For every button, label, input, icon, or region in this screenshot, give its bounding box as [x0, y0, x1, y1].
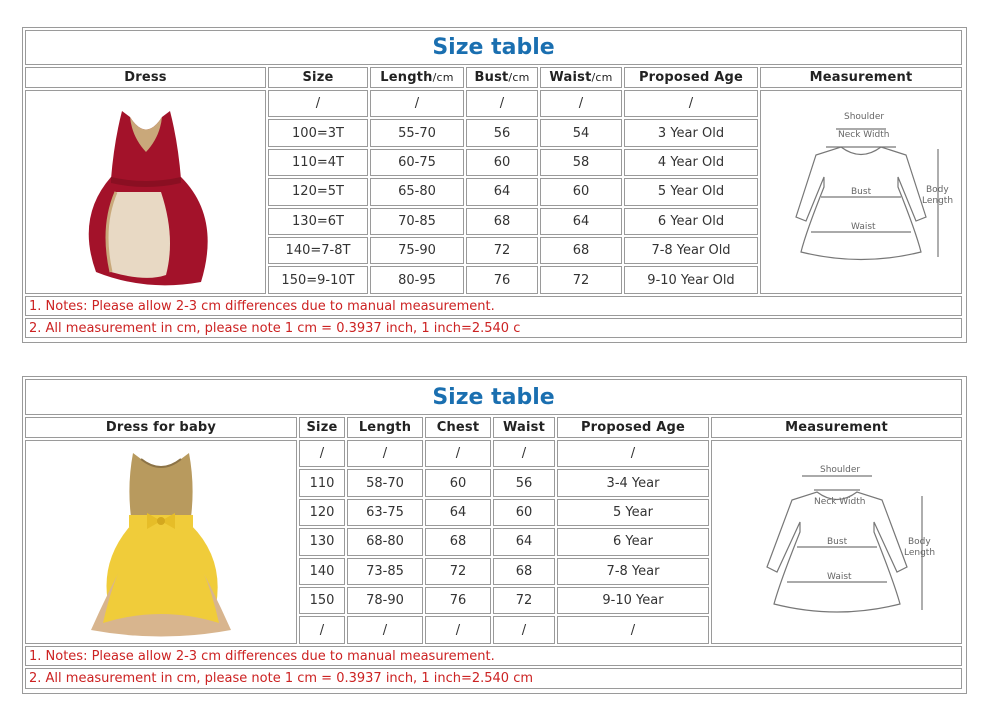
table2-note-2: 2. All measurement in cm, please note 1 cm = 0.3937 inch, 1 inch=2.540 cm — [25, 668, 962, 689]
cell-bust-chest: / — [466, 90, 538, 117]
unit-label: /cm — [591, 71, 613, 84]
cell-bust-chest: 72 — [425, 558, 491, 585]
header-dress-for-baby: Dress for baby — [25, 417, 297, 438]
cell-size: 140=7-8T — [268, 237, 368, 264]
cell-waist: 64 — [493, 528, 555, 555]
header-bust-label: Bust — [474, 70, 509, 85]
table1-title: Size table — [25, 30, 962, 65]
size-table-2 — [22, 376, 967, 694]
cell-bust-chest: 64 — [466, 178, 538, 205]
cell-length: 58-70 — [347, 469, 423, 496]
size-table-1 — [22, 27, 967, 343]
diagram-body: Body — [907, 537, 931, 547]
diagram-length: Length — [922, 196, 954, 206]
cell-age: / — [557, 616, 709, 643]
cell-age: 7-8 Year — [557, 558, 709, 585]
baby-dress-image-cell — [25, 440, 297, 644]
cell-length: 75-90 — [370, 237, 464, 264]
cell-length: / — [347, 616, 423, 643]
header-waist-label: Waist — [549, 70, 592, 85]
cell-length: 65-80 — [370, 178, 464, 205]
cell-size: 140 — [299, 558, 345, 585]
cell-bust-chest: 76 — [466, 266, 538, 293]
cell-bust-chest: 76 — [425, 587, 491, 614]
cell-age: 3 Year Old — [624, 119, 758, 146]
measurement-diagram — [766, 107, 956, 277]
cell-bust-chest: 60 — [425, 469, 491, 496]
cell-age: 5 Year — [557, 499, 709, 526]
cell-age: 9-10 Year Old — [624, 266, 758, 293]
cell-bust-chest: 68 — [466, 208, 538, 235]
cell-waist: 68 — [493, 558, 555, 585]
cell-length: 80-95 — [370, 266, 464, 293]
cell-size: 110 — [299, 469, 345, 496]
cell-size: 120 — [299, 499, 345, 526]
cell-bust-chest: 56 — [466, 119, 538, 146]
header-dress: Dress — [25, 67, 266, 88]
cell-length: 70-85 — [370, 208, 464, 235]
cell-bust-chest: / — [425, 616, 491, 643]
cell-length: 68-80 — [347, 528, 423, 555]
diagram-body: Body — [926, 185, 949, 195]
cell-bust-chest: 72 — [466, 237, 538, 264]
cell-size: 130=6T — [268, 208, 368, 235]
header-size: Size — [268, 67, 368, 88]
cell-length: 73-85 — [347, 558, 423, 585]
table1-note-1: 1. Notes: Please allow 2-3 cm differences due to manual measurement. — [25, 296, 962, 316]
cell-bust-chest: 64 — [425, 499, 491, 526]
cell-waist: 54 — [540, 119, 622, 146]
cell-waist: / — [493, 440, 555, 467]
cell-waist: 60 — [540, 178, 622, 205]
table2-note-1: 1. Notes: Please allow 2-3 cm differences due to manual measurement. — [25, 646, 962, 666]
diagram-neck: Neck Width — [838, 130, 890, 140]
cell-size: / — [299, 440, 345, 467]
cell-bust-chest: / — [425, 440, 491, 467]
header-length: Length — [347, 417, 423, 438]
cell-length: 63-75 — [347, 499, 423, 526]
diagram-bust: Bust — [851, 187, 872, 197]
header-length — [370, 67, 464, 88]
measurement-diagram-cell-1 — [760, 90, 962, 294]
cell-age: 6 Year Old — [624, 208, 758, 235]
cell-waist: 72 — [540, 266, 622, 293]
cell-waist: / — [540, 90, 622, 117]
cell-size: 110=4T — [268, 149, 368, 176]
diagram-waist: Waist — [851, 222, 876, 232]
header-length-label: Length — [380, 70, 433, 85]
dress-image-cell — [25, 90, 266, 294]
cell-length: 55-70 — [370, 119, 464, 146]
cell-size: / — [268, 90, 368, 117]
measurement-diagram-cell-2 — [711, 440, 962, 644]
cell-size: 120=5T — [268, 178, 368, 205]
cell-waist: 60 — [493, 499, 555, 526]
cell-size: 100=3T — [268, 119, 368, 146]
cell-size: 130 — [299, 528, 345, 555]
unit-label: /cm — [432, 71, 454, 84]
header-measurement: Measurement — [711, 417, 962, 438]
header-waist — [540, 67, 622, 88]
cell-waist: 68 — [540, 237, 622, 264]
cell-length: 60-75 — [370, 149, 464, 176]
header-age: Proposed Age — [624, 67, 758, 88]
unit-label: /cm — [508, 71, 530, 84]
table2-title: Size table — [25, 379, 962, 415]
cell-age: 4 Year Old — [624, 149, 758, 176]
cell-waist: 64 — [540, 208, 622, 235]
cell-bust-chest: 60 — [466, 149, 538, 176]
cell-age: / — [557, 440, 709, 467]
cell-age: 7-8 Year Old — [624, 237, 758, 264]
cell-length: / — [370, 90, 464, 117]
cell-age: 9-10 Year — [557, 587, 709, 614]
cell-size: 150 — [299, 587, 345, 614]
measurement-diagram — [732, 452, 942, 632]
cell-size: / — [299, 616, 345, 643]
header-age: Proposed Age — [557, 417, 709, 438]
header-measurement: Measurement — [760, 67, 962, 88]
cell-age: 3-4 Year — [557, 469, 709, 496]
cell-length: / — [347, 440, 423, 467]
header-chest: Chest — [425, 417, 491, 438]
red-dress-image — [56, 97, 236, 287]
cell-age: 6 Year — [557, 528, 709, 555]
diagram-shoulder: Shoulder — [819, 465, 860, 475]
cell-age: / — [624, 90, 758, 117]
cell-waist: / — [493, 616, 555, 643]
diagram-waist: Waist — [826, 572, 852, 582]
yellow-dress-image — [61, 445, 261, 640]
diagram-shoulder: Shoulder — [844, 112, 885, 122]
cell-waist: 58 — [540, 149, 622, 176]
diagram-bust: Bust — [826, 537, 847, 547]
diagram-length: Length — [903, 548, 935, 558]
cell-length: 78-90 — [347, 587, 423, 614]
table1-note-2: 2. All measurement in cm, please note 1 cm = 0.3937 inch, 1 inch=2.540 c — [25, 318, 962, 338]
diagram-neck: Neck Width — [813, 497, 865, 507]
cell-waist: 72 — [493, 587, 555, 614]
header-bust — [466, 67, 538, 88]
header-size: Size — [299, 417, 345, 438]
cell-size: 150=9-10T — [268, 266, 368, 293]
cell-bust-chest: 68 — [425, 528, 491, 555]
cell-age: 5 Year Old — [624, 178, 758, 205]
cell-waist: 56 — [493, 469, 555, 496]
header-waist: Waist — [493, 417, 555, 438]
